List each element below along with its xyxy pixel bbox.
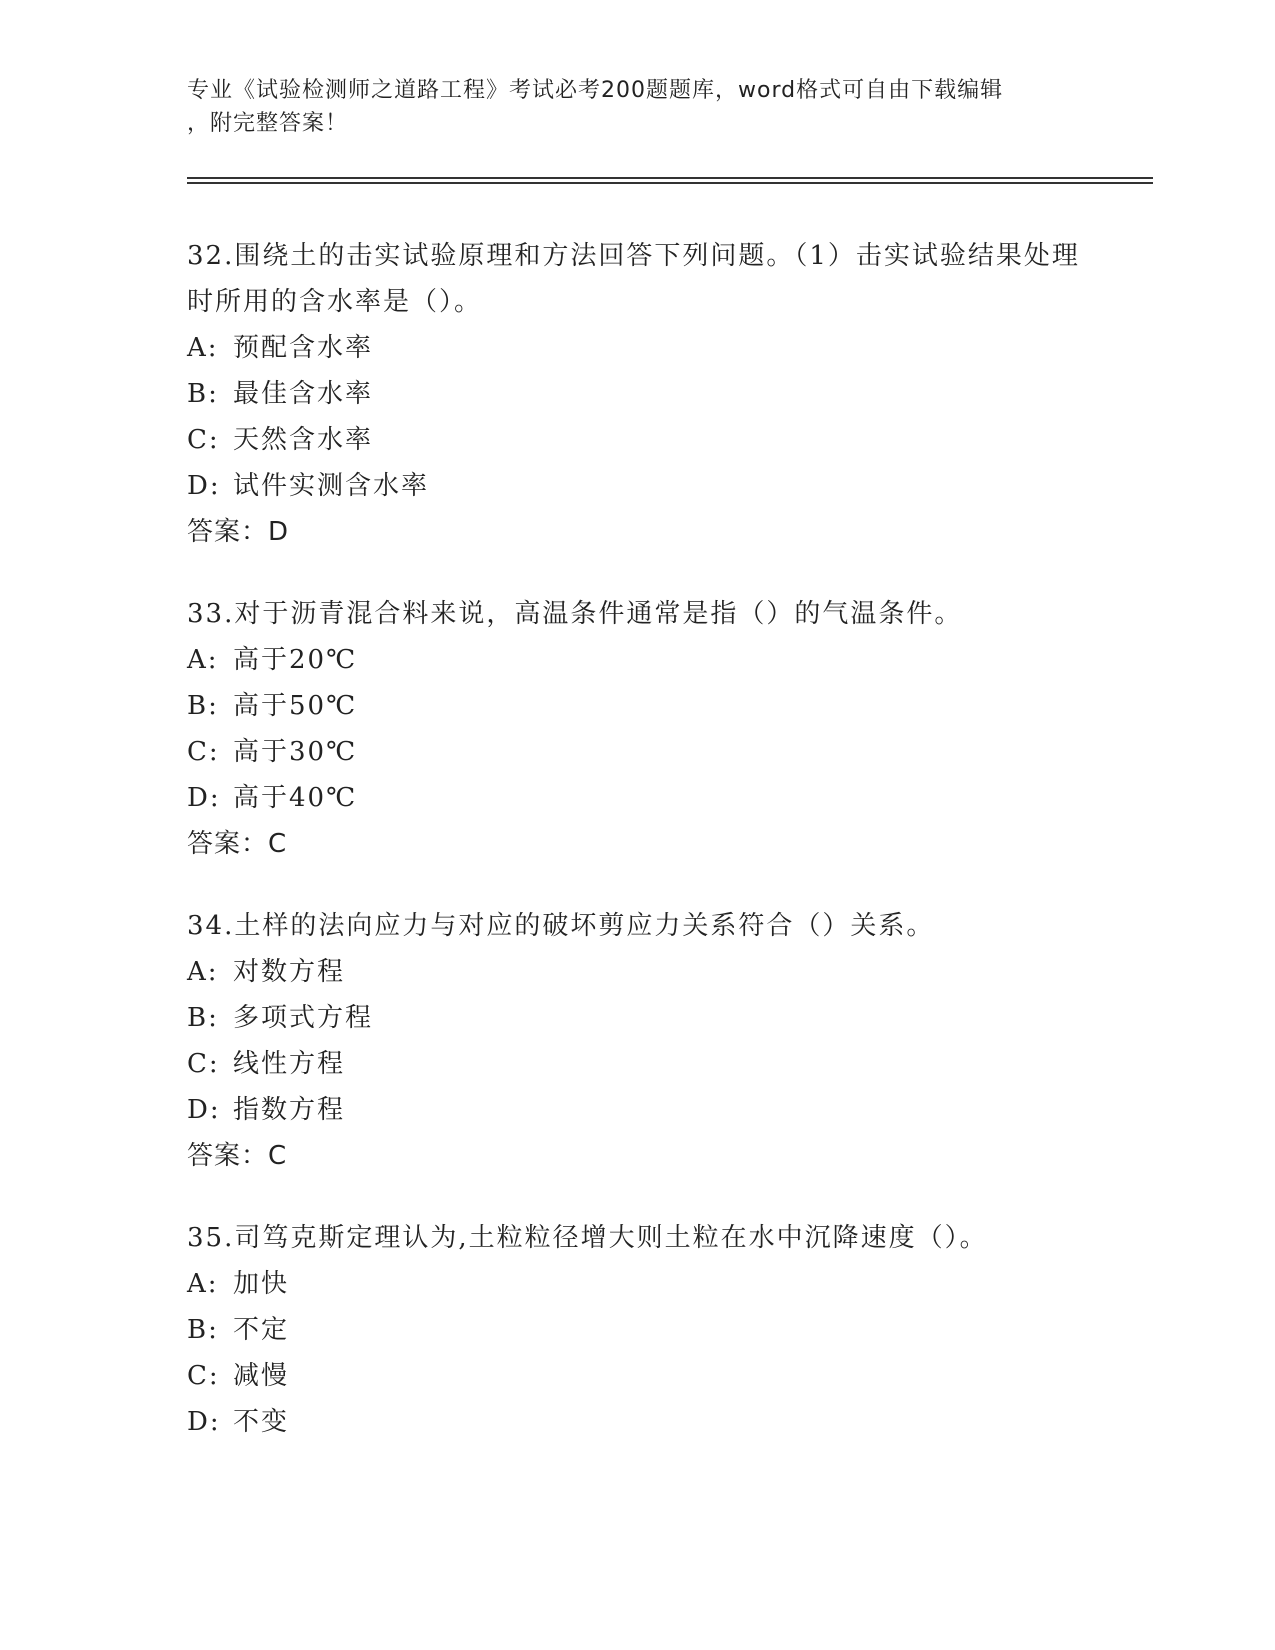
option-letter: C:: [187, 1049, 220, 1079]
option-d: [187, 1087, 1107, 1133]
document-header: [187, 74, 1067, 140]
option-c: [187, 1041, 1107, 1087]
option-text: 最佳含水率: [233, 379, 374, 409]
option-letter: A:: [187, 1269, 219, 1299]
option-b: [187, 995, 1107, 1041]
option-text: 加快: [233, 1269, 290, 1299]
option-letter: A:: [187, 645, 219, 675]
question-text: 34.土样的法向应力与对应的破坏剪应力关系符合（）关系。: [187, 911, 935, 941]
option-letter: C:: [187, 737, 220, 767]
option-text: 线性方程: [233, 1049, 346, 1079]
option-letter: C:: [187, 1361, 220, 1391]
option-a: [187, 949, 1107, 995]
question-33: [187, 591, 1107, 867]
option-text: 预配含水率: [233, 333, 374, 363]
option-letter: A:: [187, 957, 219, 987]
option-text: 高于30℃: [233, 737, 358, 767]
question-text: 35.司笃克斯定理认为,土粒粒径增大则土粒在水中沉降速度（）。: [187, 1223, 988, 1253]
option-letter: B:: [187, 691, 219, 721]
option-letter: D:: [187, 1407, 221, 1437]
option-d: [187, 1399, 1107, 1445]
header-line-2: ，附完整答案！: [187, 111, 349, 136]
header-divider-top: [187, 177, 1153, 179]
option-a: [187, 1261, 1107, 1307]
option-d: [187, 775, 1107, 821]
option-text: 高于50℃: [233, 691, 358, 721]
option-letter: B:: [187, 379, 219, 409]
question-list: [187, 233, 1107, 1481]
option-a: [187, 637, 1107, 683]
option-letter: D:: [187, 1095, 221, 1125]
option-letter: B:: [187, 1315, 219, 1345]
question-text: 32.围绕土的击实试验原理和方法回答下列问题。（1）击实试验结果处理时所用的含水率是（）。: [187, 241, 1080, 317]
question-text: 33.对于沥青混合料来说，高温条件通常是指（）的气温条件。: [187, 599, 963, 629]
option-c: [187, 729, 1107, 775]
option-b: [187, 683, 1107, 729]
question-32: [187, 233, 1107, 555]
option-text: 减慢: [233, 1361, 290, 1391]
option-text: 对数方程: [233, 957, 346, 987]
option-a: [187, 325, 1107, 371]
answer-label: 答案：C: [187, 829, 288, 859]
answer-label: 答案：C: [187, 1141, 288, 1171]
option-d: [187, 463, 1107, 509]
option-text: 高于40℃: [233, 783, 358, 813]
option-letter: D:: [187, 471, 221, 501]
option-letter: C:: [187, 425, 220, 455]
option-text: 多项式方程: [233, 1003, 374, 1033]
question-34: [187, 903, 1107, 1179]
option-letter: A:: [187, 333, 219, 363]
option-text: 试件实测含水率: [233, 471, 430, 501]
option-letter: B:: [187, 1003, 219, 1033]
question-35: [187, 1215, 1107, 1445]
header-line-1: 专业《试验检测师之道路工程》考试必考200题题库，word格式可自由下载编辑: [187, 78, 1004, 103]
option-text: 指数方程: [233, 1095, 346, 1125]
answer-label: 答案：D: [187, 517, 290, 547]
option-text: 天然含水率: [233, 425, 374, 455]
option-text: 不定: [233, 1315, 290, 1345]
option-b: [187, 1307, 1107, 1353]
option-c: [187, 1353, 1107, 1399]
header-divider-bottom: [187, 182, 1153, 184]
option-b: [187, 371, 1107, 417]
option-text: 高于20℃: [233, 645, 358, 675]
option-text: 不变: [233, 1407, 290, 1437]
option-c: [187, 417, 1107, 463]
option-letter: D:: [187, 783, 221, 813]
